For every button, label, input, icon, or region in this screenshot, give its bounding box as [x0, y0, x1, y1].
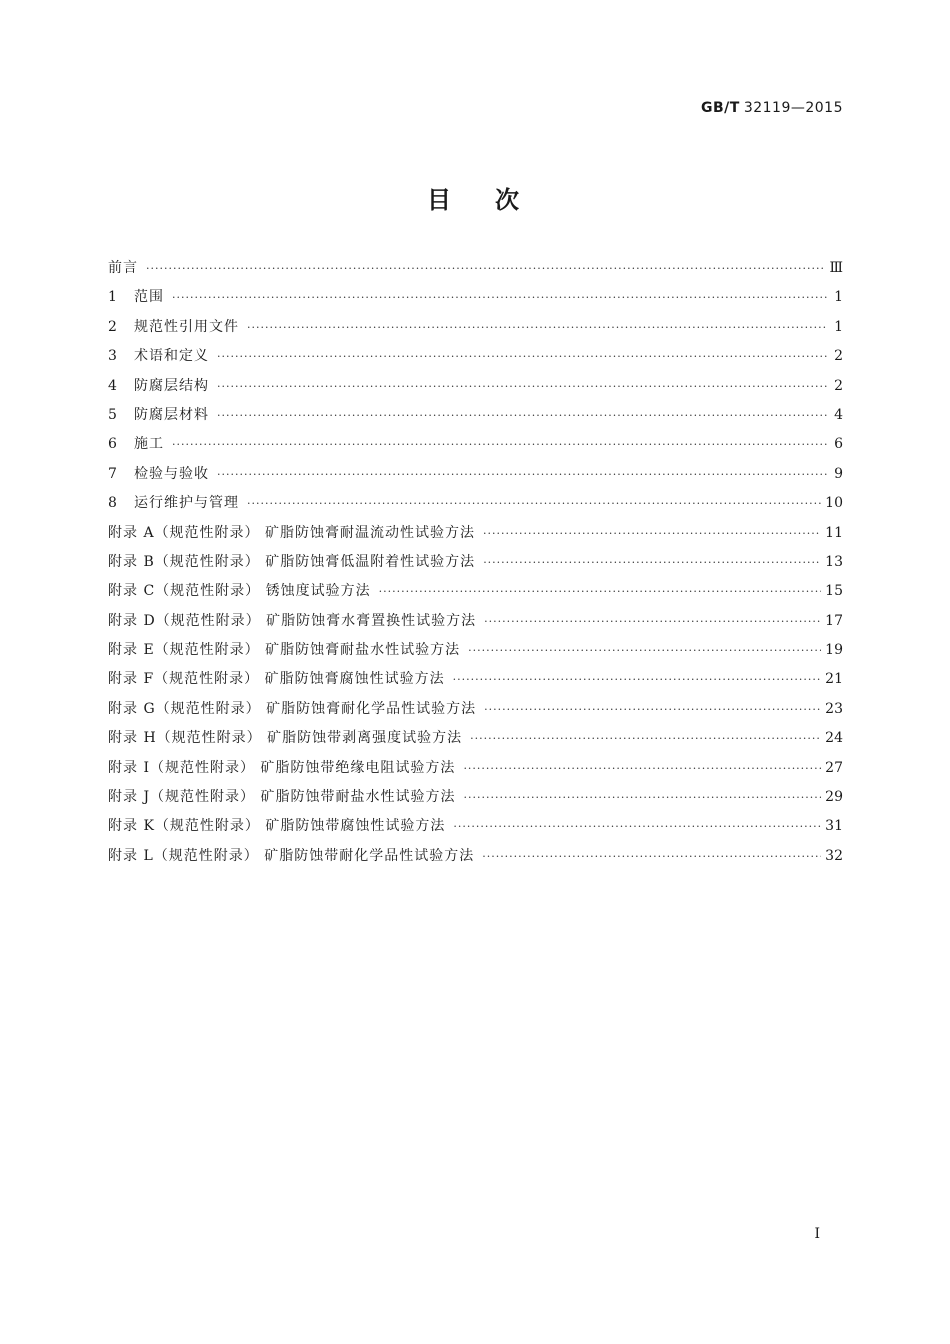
toc-entry[interactable] [108, 316, 843, 345]
toc-entry[interactable] [108, 463, 843, 492]
toc-leader-dots [146, 262, 825, 275]
toc-entry-title: 附录 K（规范性附录） 矿脂防蚀带腐蚀性试验方法 [108, 818, 446, 835]
toc-entry-page: 24 [825, 730, 843, 747]
toc-leader-dots [172, 438, 827, 451]
toc-entry-title: 附录 C（规范性附录） 锈蚀度试验方法 [108, 583, 371, 600]
standard-prefix: GB/T [701, 100, 740, 116]
toc-entry-title: 附录 H（规范性附录） 矿脂防蚀带剥离强度试验方法 [108, 730, 463, 747]
toc-entry-title: 附录 D（规范性附录） 矿脂防蚀膏水膏置换性试验方法 [108, 612, 477, 629]
toc-entry-annex-g[interactable] [108, 698, 843, 727]
toc-entry-number: 6 [108, 436, 117, 453]
toc-entry-title: 前言 [108, 260, 138, 276]
standard-number: 32119—2015 [743, 100, 843, 116]
toc-entry-annex-j[interactable] [108, 786, 843, 815]
toc-leader-dots [217, 409, 827, 422]
toc-entry-title: 施工 [134, 436, 164, 453]
toc-entry-annex-e[interactable] [108, 639, 843, 668]
toc-leader-dots [468, 644, 821, 657]
toc-entry[interactable] [108, 286, 843, 315]
toc-entry[interactable] [108, 375, 843, 404]
toc-entry-page: 13 [825, 553, 843, 570]
toc-leader-dots [483, 556, 821, 569]
toc-entry[interactable] [108, 433, 843, 462]
toc-leader-dots [482, 850, 821, 863]
toc-entry-foreword[interactable] [108, 257, 843, 286]
toc-entry-number: 8 [108, 495, 117, 512]
toc-entry[interactable] [108, 492, 843, 521]
toc-entry-page: 4 [834, 406, 843, 423]
toc-entry-title: 附录 A（规范性附录） 矿脂防蚀膏耐温流动性试验方法 [108, 524, 476, 541]
toc-entry-annex-l[interactable] [108, 845, 843, 874]
page-title: 目次 [427, 186, 563, 214]
toc-entry-title: 附录 I（规范性附录） 矿脂防蚀带绝缘电阻试验方法 [108, 759, 456, 776]
toc-entry-title: 附录 J（规范性附录） 矿脂防蚀带耐盐水性试验方法 [108, 789, 456, 806]
toc-entry-title: 范围 [134, 289, 164, 306]
toc-entry-title: 检验与验收 [134, 465, 209, 482]
toc-entry-title: 附录 F（规范性附录） 矿脂防蚀膏腐蚀性试验方法 [108, 671, 445, 688]
toc-entry-page: 2 [834, 377, 843, 394]
toc-entry-annex-c[interactable] [108, 580, 843, 609]
toc-entry-page: 29 [825, 789, 843, 806]
toc-entry-page: 21 [825, 671, 843, 688]
toc-entry-annex-a[interactable] [108, 522, 843, 551]
toc-entry-page: 1 [834, 289, 843, 306]
toc-entry-annex-d[interactable] [108, 610, 843, 639]
toc-entry-annex-f[interactable] [108, 668, 843, 697]
toc-leader-dots [247, 497, 821, 510]
toc-entry-title: 术语和定义 [134, 348, 209, 365]
toc-leader-dots [217, 468, 827, 481]
toc-entry[interactable] [108, 404, 843, 433]
toc-entry-number: 3 [108, 348, 117, 365]
toc-entry-page: 19 [825, 642, 843, 659]
toc-entry-number: 7 [108, 465, 117, 482]
toc-entry-page: 27 [825, 759, 843, 776]
toc-leader-dots [453, 673, 822, 686]
toc-entry-title: 附录 L（规范性附录） 矿脂防蚀带耐化学品性试验方法 [108, 847, 475, 864]
toc-leader-dots [379, 585, 822, 598]
toc-leader-dots [464, 791, 822, 804]
toc-entry-page: 15 [825, 583, 843, 600]
toc-leader-dots [484, 703, 821, 716]
toc-entry-page: 10 [825, 495, 843, 512]
toc-leader-dots [217, 380, 827, 393]
toc-entry-page: 11 [825, 524, 843, 541]
toc-entry-page: 32 [825, 847, 843, 864]
toc-entry-annex-h[interactable] [108, 727, 843, 756]
toc-entry-page: 31 [825, 818, 843, 835]
toc-entry-page: 9 [834, 465, 843, 482]
toc-entry-title: 运行维护与管理 [134, 495, 239, 512]
toc-entry-title: 附录 E（规范性附录） 矿脂防蚀膏耐盐水性试验方法 [108, 642, 461, 659]
toc-leader-dots [484, 615, 821, 628]
page-number: Ⅰ [814, 1226, 820, 1242]
toc-entry[interactable] [108, 345, 843, 374]
toc-leader-dots [172, 291, 827, 304]
toc-leader-dots [247, 321, 827, 334]
toc-entry-page: 2 [834, 348, 843, 365]
toc-entry-number: 1 [108, 289, 117, 306]
toc-entry-title: 规范性引用文件 [134, 318, 239, 335]
toc-entry-title: 防腐层结构 [134, 377, 209, 394]
toc-leader-dots [463, 762, 821, 775]
toc-entry-title: 附录 B（规范性附录） 矿脂防蚀膏低温附着性试验方法 [108, 553, 476, 570]
toc-entry-number: 2 [108, 318, 117, 335]
toc-entry-annex-i[interactable] [108, 757, 843, 786]
toc-leader-dots [483, 527, 821, 540]
toc-entry-annex-b[interactable] [108, 551, 843, 580]
toc-entry-title: 附录 G（规范性附录） 矿脂防蚀膏耐化学品性试验方法 [108, 700, 477, 717]
toc-leader-dots [470, 732, 821, 745]
toc-entry-page: 23 [825, 700, 843, 717]
toc-entry-page: 17 [825, 612, 843, 629]
toc-entry-page: Ⅲ [829, 260, 843, 276]
toc-leader-dots [217, 350, 827, 363]
toc-leader-dots [453, 820, 821, 833]
toc-entry-annex-k[interactable] [108, 815, 843, 844]
table-of-contents [108, 257, 843, 874]
toc-entry-number: 4 [108, 377, 117, 394]
toc-entry-page: 6 [834, 436, 843, 453]
toc-entry-page: 1 [834, 318, 843, 335]
toc-entry-number: 5 [108, 406, 117, 423]
standard-code [701, 100, 843, 116]
toc-entry-title: 防腐层材料 [134, 406, 209, 423]
